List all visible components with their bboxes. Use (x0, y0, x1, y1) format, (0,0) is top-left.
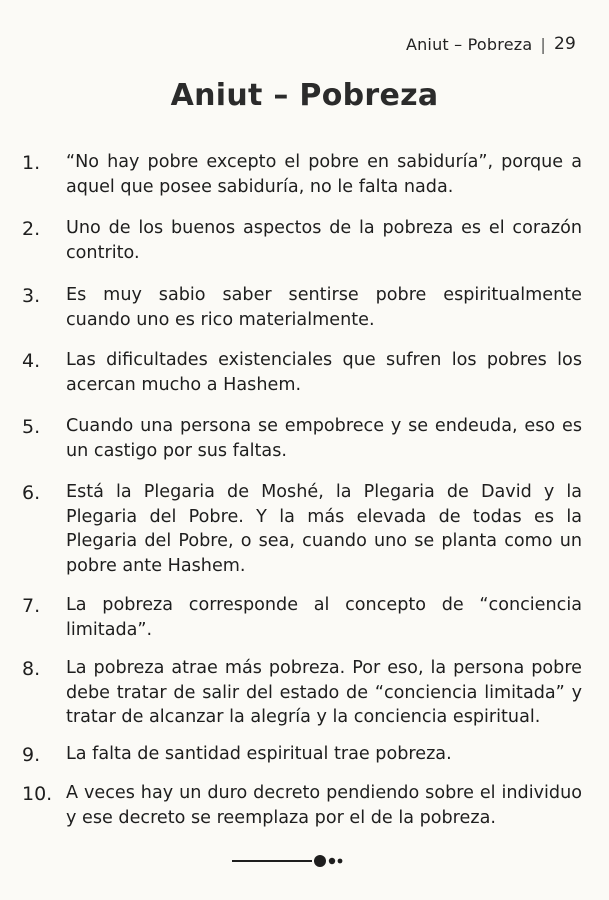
item-text: La falta de santidad espiritual trae pobreza. (66, 744, 452, 764)
ornament-dot-small (338, 859, 343, 864)
item-number: 8. (22, 658, 41, 680)
item-text: La pobreza corresponde al concepto de “conciencia limitada”. (66, 595, 582, 640)
item-text: Cuando una persona se empobrece y se endeuda, eso es un castigo por sus faltas. (66, 416, 582, 461)
item-number: 2. (22, 218, 41, 240)
item-number: 1. (22, 152, 41, 174)
item-text: La pobreza atrae más pobreza. Por eso, la persona pobre debe tratar de salir del estado de “conciencia limitada” y tratar de alcanzar la alegría y la conciencia espiritual. (66, 658, 582, 727)
page-number: 29 (553, 34, 576, 54)
item-number: 9. (22, 744, 41, 766)
header-separator: | (540, 34, 546, 54)
running-header (406, 34, 576, 54)
item-text: “No hay pobre excepto el pobre en sabiduría”, porque a aquel que posee sabiduría, no le falta nada. (66, 152, 582, 197)
item-number: 6. (22, 482, 41, 504)
page-title: Aniut – Pobreza (170, 78, 439, 113)
item-number: 7. (22, 595, 41, 617)
item-number: 4. (22, 350, 41, 372)
end-ornament (232, 851, 352, 871)
running-title: Aniut – Pobreza (405, 34, 533, 54)
item-text: Las dificultades existenciales que sufren los pobres los acercan mucho a Hashem. (66, 350, 582, 395)
ornament-dot-large (314, 855, 326, 867)
item-text: Está la Plegaria de Moshé, la Plegaria de David y la Plegaria del Pobre. Y la más elevada de todas es la Plegaria del Pobre, o sea, cuando uno se planta como un pobre ante Hashem. (66, 482, 582, 576)
item-text: A veces hay un duro decreto pendiendo sobre el individuo y ese decreto se reemplaza por el de la pobreza. (66, 783, 582, 828)
item-text: Es muy sabio saber sentirse pobre espiritualmente cuando uno es rico materialmente. (66, 285, 582, 330)
item-number: 3. (22, 285, 41, 307)
item-number: 5. (22, 416, 41, 438)
item-text: Uno de los buenos aspectos de la pobreza es el corazón contrito. (66, 218, 582, 263)
item-number: 10. (22, 783, 53, 805)
ornament-dot-medium (329, 858, 335, 864)
